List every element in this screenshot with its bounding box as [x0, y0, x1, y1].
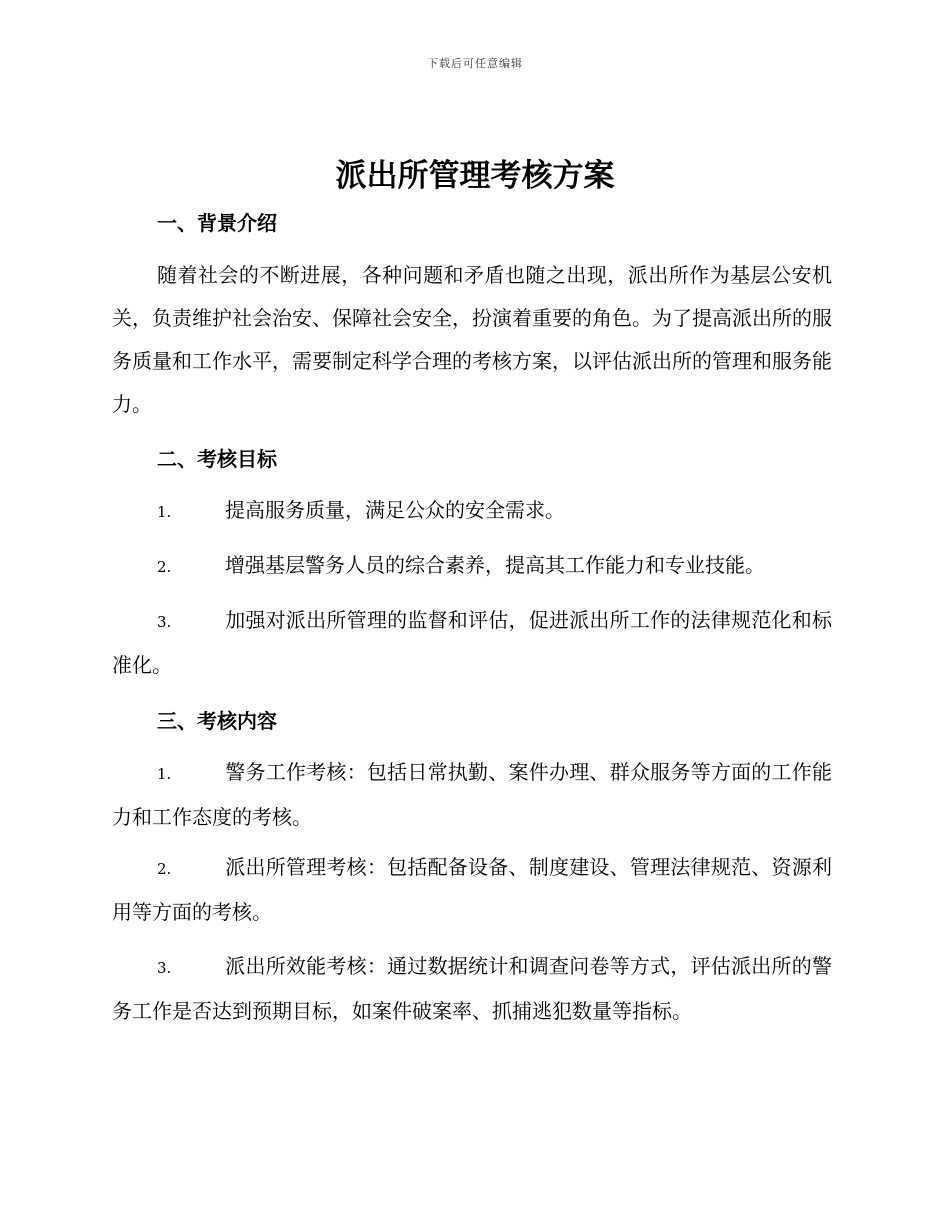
content-item-text: 警务工作考核：包括日常执勤、案件办理、群众服务等方面的工作能力和工作态度的考核。	[112, 760, 832, 829]
section-heading-goals: 二、考核目标	[157, 447, 277, 471]
section-heading-content: 三、考核内容	[157, 709, 277, 733]
goal-item-number: 1.	[157, 503, 172, 521]
header-note: 下载后可任意编辑	[427, 57, 523, 70]
document-title: 派出所管理考核方案	[335, 158, 615, 194]
content-item	[112, 945, 832, 1033]
goal-item-number: 2.	[157, 558, 172, 576]
content-item	[112, 751, 832, 839]
content-item-number: 3.	[157, 959, 172, 977]
goal-item	[112, 599, 832, 687]
section-heading-background: 一、背景介绍	[157, 211, 277, 235]
goal-item-text: 加强对派出所管理的监督和评估，促进派出所工作的法律规范化和标准化。	[112, 608, 832, 677]
content-item-text: 派出所管理考核：包括配备设备、制度建设、管理法律规范、资源利用等方面的考核。	[112, 855, 832, 924]
goal-item-text: 提高服务质量，满足公众的安全需求。	[225, 498, 565, 522]
goal-item	[112, 544, 832, 589]
content-item-number: 2.	[157, 860, 172, 878]
background-paragraph: 随着社会的不断进展，各种问题和矛盾也随之出现，派出所作为基层公安机关，负责维护社会治安、保障社会安全，扮演着重要的角色。为了提高派出所的服务质量和工作水平，需要制定科学合理的考核方案，以评估派出所的管理和服务能力。	[112, 263, 832, 416]
content-item-number: 1.	[157, 765, 172, 783]
goal-item-text: 增强基层警务人员的综合素养，提高其工作能力和专业技能。	[225, 553, 765, 577]
content-item-text: 派出所效能考核：通过数据统计和调查问卷等方式，评估派出所的警务工作是否达到预期目标，如案件破案率、抓捕逃犯数量等指标。	[112, 954, 832, 1023]
goal-item-number: 3.	[157, 613, 172, 631]
goal-item	[112, 489, 832, 534]
content-item	[112, 846, 832, 934]
